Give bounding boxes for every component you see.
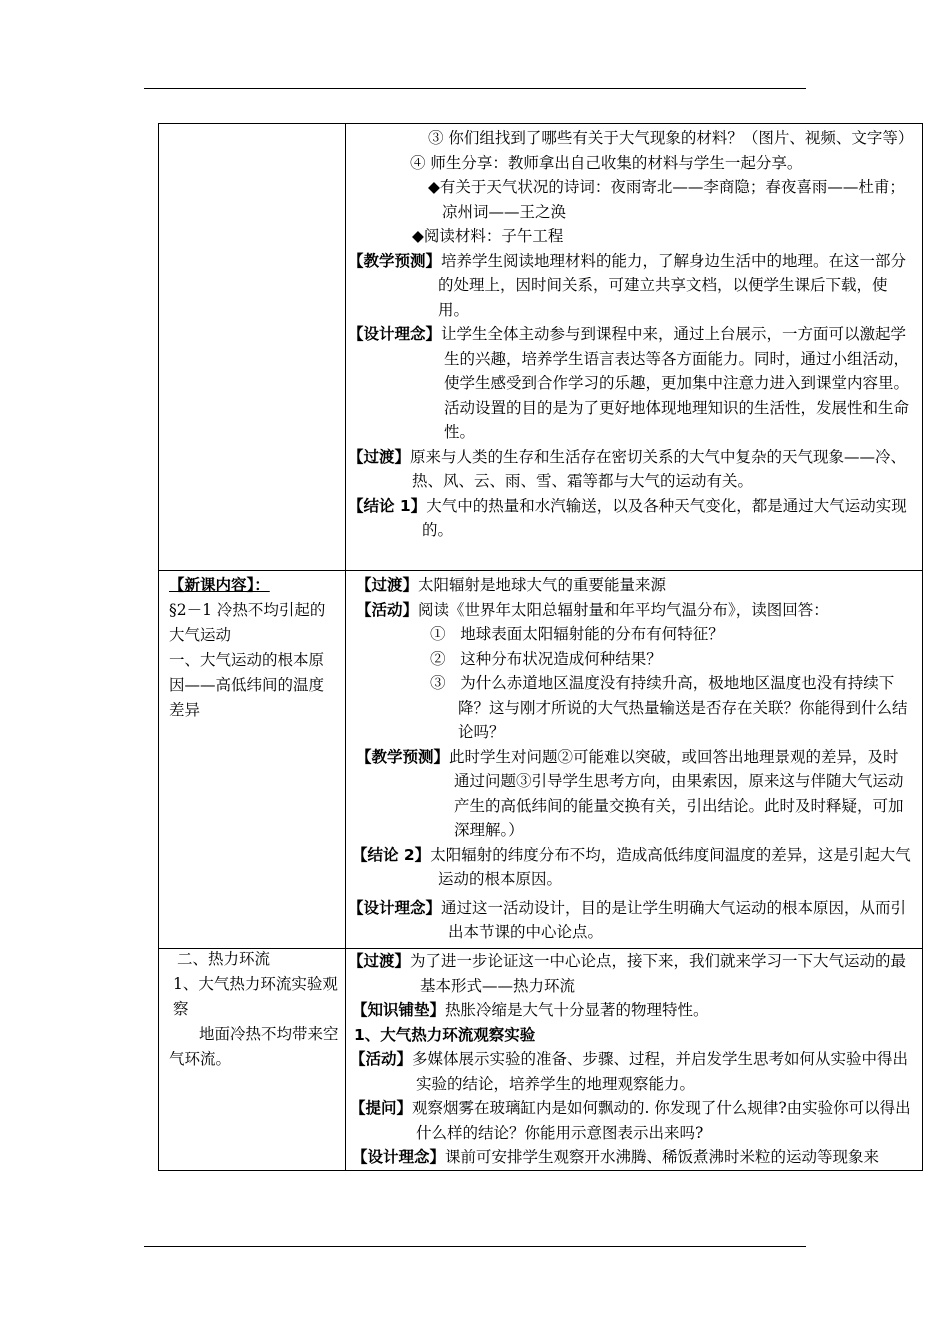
left-cell-new-content: [159, 571, 346, 949]
block-text: 此时学生对问题②可能难以突破，或回答出地理景观的差异，及时通过问题③引导学生思考方向，由果索因，原来这与伴随大气运动产生的高低纬间的能量交换有关，引出结论。此时及时释疑，可加深理解。）: [449, 747, 904, 839]
tag-label: 【过渡】: [356, 576, 419, 594]
subsection-desc: 地面冷热不均带来空气环流。: [169, 1025, 339, 1068]
conclusion-2: [354, 843, 914, 892]
left-cell-empty: [159, 124, 346, 571]
question-number: ②: [430, 649, 446, 668]
tag-label: 【过渡】: [348, 447, 411, 466]
tag-label: 【教学预测】: [348, 251, 442, 270]
question-prompt: [352, 1096, 914, 1145]
block-text: 通过这一活动设计，目的是让学生明确大气运动的根本原因，从而引出本节课的中心论点。: [441, 898, 907, 941]
section-title: §2－1 冷热不均引起的大气运动: [169, 601, 326, 644]
table-row: [159, 949, 923, 1171]
table-row: [159, 571, 923, 949]
block-text: 为了进一步论证这一中心论点，接下来，我们就来学习一下大气运动的最基本形式——热力环流: [410, 952, 907, 995]
subsection-title: 一、大气运动的根本原因——高低纬间的温度差异: [169, 651, 325, 719]
header-rule: [144, 88, 806, 89]
tag-label: 【结论 1】: [348, 496, 427, 515]
right-cell-intro: [346, 124, 923, 571]
activity: [356, 598, 914, 623]
tag-label: 【过渡】: [348, 952, 411, 970]
knowledge-prep: [352, 998, 914, 1023]
design-concept-2: [348, 896, 914, 945]
block-text: 太阳辐射的纬度分布不均，造成高低纬度间温度的差异，这是引起大气运动的根本原因。: [430, 845, 911, 888]
question-number: ①: [430, 625, 446, 643]
tag-label: 【提问】: [350, 1099, 413, 1117]
design-concept: [350, 322, 914, 445]
transition-3: [348, 949, 914, 998]
item-3: ③ 你们组找到了哪些有关于大气现象的材料？（图片、视频、文字等）: [428, 129, 914, 147]
block-text: 大气中的热量和水汽输送，以及各种天气变化，都是通过大气运动实现的。: [422, 496, 907, 539]
question-text: 这种分布状况造成何种结果？: [460, 649, 662, 668]
block-text: 培养学生阅读地理材料的能力，了解身边生活中的地理。在这一部分的处理上，因时间关系，可建立共享文档，以便学生课后下载，使用。: [438, 251, 907, 319]
conclusion-1: [350, 494, 914, 543]
heading-text: 【新课内容】：: [169, 576, 270, 594]
question-3: [356, 671, 914, 745]
tag-label: 【结论 2】: [352, 845, 431, 864]
right-cell-thermal: [346, 949, 923, 1171]
question-number: ③: [430, 674, 446, 692]
transition-2: [356, 573, 914, 598]
activity-3: [352, 1047, 914, 1096]
question-1: [356, 622, 914, 647]
reading-item: ◆阅读材料：子午工程: [412, 227, 564, 245]
block-text: 观察烟雾在玻璃缸内是如何飘动的. 你发现了什么规律?由实验你可以得出什么样的结论？你能用示意图表示出来吗?: [412, 1099, 911, 1142]
block-text: 太阳辐射是地球大气的重要能量来源: [418, 576, 667, 594]
design-concept-3: [352, 1145, 914, 1170]
tag-label: 【设计理念】: [352, 1148, 446, 1166]
lesson-plan-table: [158, 123, 923, 1171]
left-cell-thermal: [159, 949, 346, 1171]
subsection-1-title: 1、大气热力环流实验观察: [173, 975, 338, 1018]
block-text: 课前可安排学生观察开水沸腾、稀饭煮沸时米粒的运动等现象来: [445, 1148, 880, 1166]
right-cell-activity: [346, 571, 923, 949]
teaching-prediction: [350, 249, 914, 323]
question-2: [356, 647, 914, 672]
transition: [350, 445, 914, 494]
block-text: 原来与人类的生存和生活存在密切关系的大气中复杂的天气现象——冷、热、风、云、雨、雪、霜等都与大气的运动有关。: [410, 447, 907, 490]
teaching-prediction-2: [356, 745, 914, 843]
tag-label: 【活动】: [356, 600, 419, 619]
block-text: 让学生全体主动参与到课程中来，通过上台展示，一方面可以激起学生的兴趣，培养学生语言表达等各方面能力。同时，通过小组活动，使学生感受到合作学习的乐趣，更加集中注意力进入到课堂内容里。活动设置的目的是为了更好地体现地理知识的生活性，发展性和生命性。: [441, 325, 910, 441]
section-2-title: 二、热力环流: [177, 950, 271, 968]
footer-rule: [144, 1246, 806, 1247]
tag-label: 【活动】: [350, 1050, 413, 1068]
question-text: 地球表面太阳辐射能的分布有何特征？: [460, 625, 724, 643]
tag-label: 【设计理念】: [348, 325, 442, 343]
tag-label: 【教学预测】: [356, 747, 450, 766]
question-text: 为什么赤道地区温度没有持续升高，极地地区温度也没有持续下降？这与刚才所说的大气热量输送是否存在关联？你能得到什么结论吗？: [458, 674, 908, 741]
new-content-heading: [169, 573, 339, 598]
poem-item: ◆有关于天气状况的诗词：夜雨寄北——李商隐；春夜喜雨——杜甫；凉州词——王之涣: [428, 178, 905, 221]
tag-label: 【设计理念】: [348, 898, 442, 917]
tag-label: 【知识铺垫】: [352, 1001, 446, 1019]
block-text: 阅读《世界年太阳总辐射量和年平均气温分布》，读图回答：: [418, 600, 829, 619]
experiment-heading: 1、大气热力环流观察实验: [354, 1025, 536, 1044]
block-text: 热胀冷缩是大气十分显著的物理特性。: [445, 1001, 709, 1019]
block-text: 多媒体展示实验的准备、步骤、过程，并启发学生思考如何从实验中得出实验的结论，培养学生的地理观察能力。: [412, 1050, 909, 1093]
item-4: ④ 师生分享：教师拿出自己收集的材料与学生一起分享。: [410, 153, 803, 172]
table-row: [159, 124, 923, 571]
